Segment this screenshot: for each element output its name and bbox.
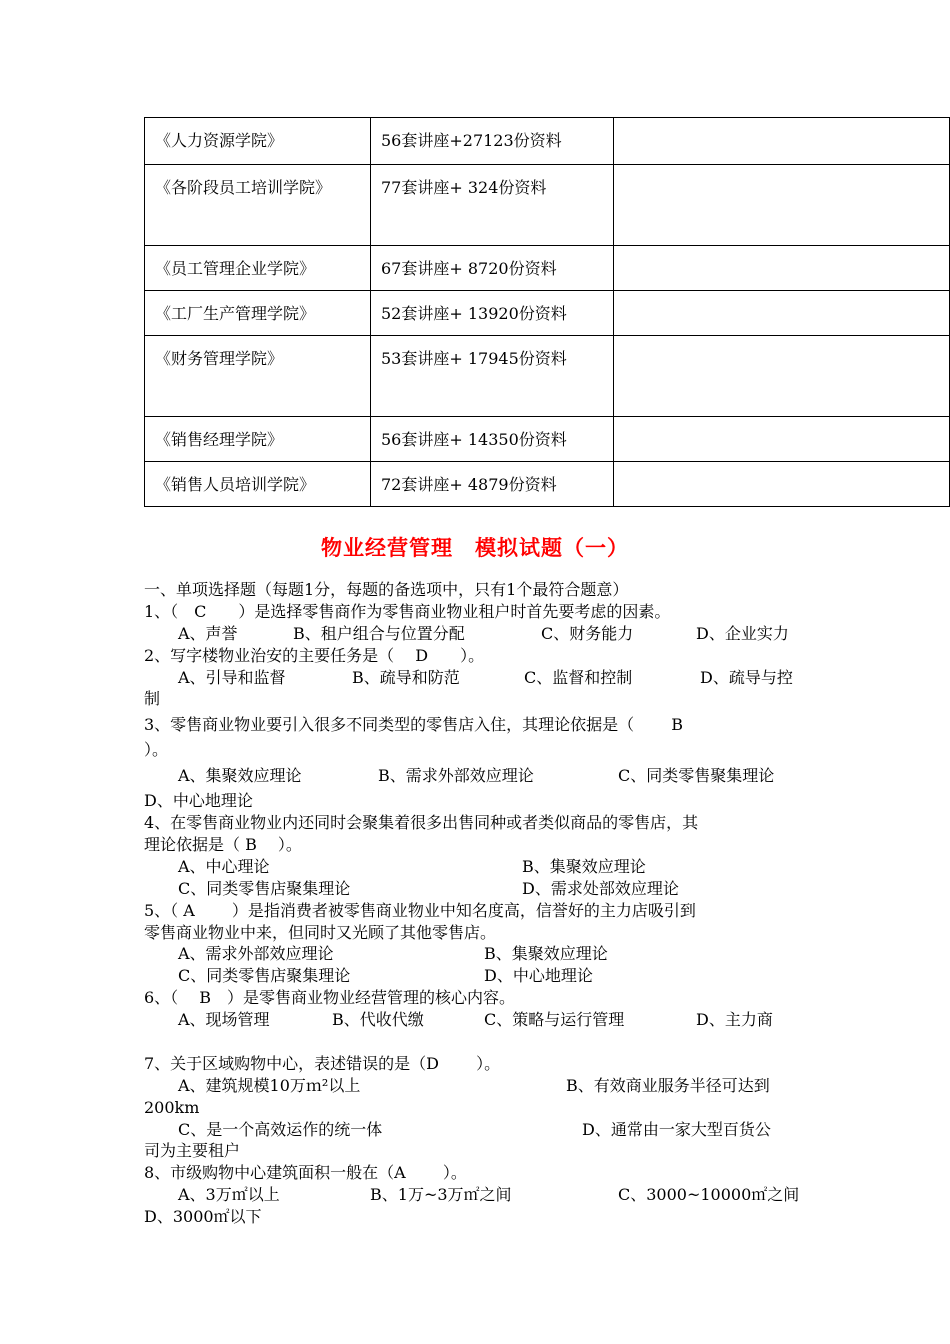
option-c: C、同类零售店聚集理论 — [178, 878, 351, 898]
table-cell: 52套讲座+ 13920份资料 — [371, 291, 614, 336]
page-title: 物业经营管理 模拟试题（一） — [321, 536, 629, 560]
option-c: C、3000~10000㎡之间 — [618, 1185, 800, 1205]
table-row — [145, 336, 950, 417]
option-d-line: D、3000㎡以下 — [144, 1207, 262, 1227]
option-b: B、代收代缴 — [332, 1010, 424, 1030]
question-options — [144, 965, 808, 987]
option-c: C、监督和控制 — [524, 667, 633, 687]
table-row — [145, 462, 950, 507]
table-row — [145, 417, 950, 462]
option-a: A、现场管理 — [178, 1010, 270, 1030]
question-stem: 3、零售商业物业要引入很多不同类型的零售店入住，其理论依据是（ B — [144, 715, 684, 735]
option-b: B、需求外部效应理论 — [378, 766, 534, 786]
table-cell — [614, 165, 950, 246]
table-cell: 《财务管理学院》 — [145, 336, 371, 417]
option-a: A、声誉 — [178, 623, 238, 643]
table-cell: 《销售人员培训学院》 — [145, 462, 371, 507]
table-row — [145, 291, 950, 336]
question-stem: 8、市级购物中心建筑面积一般在（A ）。 — [144, 1163, 467, 1183]
spacer — [144, 1031, 808, 1053]
option-d: D、主力商 — [696, 1010, 773, 1030]
question-stem: 4、在零售商业物业内还同时会聚集着很多出售同种或者类似商品的零售店，其 — [144, 813, 699, 833]
question-options — [144, 943, 808, 965]
table-cell: 《人力资源学院》 — [145, 118, 371, 165]
table-cell — [614, 417, 950, 462]
option-b: B、集聚效应理论 — [484, 944, 608, 964]
table-row — [145, 246, 950, 291]
course-table — [144, 117, 950, 507]
option-c: C、同类零售聚集理论 — [618, 766, 775, 786]
table-cell: 56套讲座+ 14350份资料 — [371, 417, 614, 462]
option-c: C、同类零售店聚集理论 — [178, 966, 351, 986]
option-a: A、集聚效应理论 — [178, 766, 302, 786]
option-d: D、疏导与控 — [700, 667, 793, 687]
option-continuation: 司为主要租户 — [144, 1141, 241, 1161]
question-options — [144, 761, 808, 790]
table-cell — [614, 462, 950, 507]
option-c: C、财务能力 — [541, 623, 634, 643]
question-stem-continuation: 零售商业物业中来，但同时又光顾了其他零售店。 — [144, 922, 497, 942]
question-stem-continuation: 理论依据是（ B ）。 — [144, 835, 302, 855]
question-options — [144, 856, 808, 878]
table-row — [145, 118, 950, 165]
option-a: A、3万㎡以上 — [178, 1185, 280, 1205]
option-continuation: 制 — [144, 689, 161, 709]
option-b: B、集聚效应理论 — [522, 856, 646, 876]
option-a: A、建筑规模10万ｍ²以上 — [178, 1075, 361, 1095]
option-d: D、中心地理论 — [484, 966, 593, 986]
table-row — [145, 165, 950, 246]
option-d-line: D、中心地理论 — [144, 791, 253, 811]
table-cell: 77套讲座+ 324份资料 — [371, 165, 614, 246]
question-options — [144, 878, 808, 900]
question-options — [144, 1075, 808, 1097]
question-options — [144, 1184, 808, 1206]
option-a: A、需求外部效应理论 — [178, 944, 334, 964]
table-cell — [614, 291, 950, 336]
option-c: C、是一个高效运作的统一体 — [178, 1119, 383, 1139]
question-stem-continuation: ）。 — [144, 740, 169, 760]
option-continuation: 200km — [144, 1097, 200, 1117]
question-stem: 5、（ A ）是指消费者被零售商业物业中知名度高，信誉好的主力店吸引到 — [144, 900, 696, 920]
question-options — [144, 623, 808, 645]
table-cell: 《员工管理企业学院》 — [145, 246, 371, 291]
table-cell: 56套讲座+27123份资料 — [371, 118, 614, 165]
option-a: A、中心理论 — [178, 856, 270, 876]
question-stem: 2、写字楼物业治安的主要任务是（ D ）。 — [144, 645, 485, 665]
table-cell: 《销售经理学院》 — [145, 417, 371, 462]
option-b: B、疏导和防范 — [352, 667, 460, 687]
table-cell — [614, 336, 950, 417]
option-b: B、1万~3万㎡之间 — [370, 1185, 512, 1205]
exam-questions — [144, 579, 808, 1228]
question-stem: 7、关于区域购物中心，表述错误的是（D ）。 — [144, 1053, 501, 1073]
option-a: A、引导和监督 — [178, 667, 286, 687]
table-cell — [614, 118, 950, 165]
question-options — [144, 1009, 808, 1031]
table-cell — [614, 246, 950, 291]
table-cell: 《工厂生产管理学院》 — [145, 291, 371, 336]
option-d: D、通常由一家大型百货公 — [582, 1119, 771, 1139]
option-d: D、需求处部效应理论 — [522, 878, 679, 898]
table-cell: 72套讲座+ 4879份资料 — [371, 462, 614, 507]
table-cell: 《各阶段员工培训学院》 — [145, 165, 371, 246]
option-b: B、有效商业服务半径可达到 — [566, 1075, 770, 1095]
option-c: C、策略与运行管理 — [484, 1010, 625, 1030]
option-d: D、企业实力 — [696, 623, 789, 643]
section-heading: 一、单项选择题（每题1分，每题的备选项中，只有1个最符合题意） — [144, 580, 629, 599]
question-options — [144, 1119, 808, 1141]
question-stem: 6、（ B ）是零售商业物业经营管理的核心内容。 — [144, 988, 516, 1008]
option-b: B、租户组合与位置分配 — [293, 623, 465, 643]
question-stem: 1、（ C ）是选择零售商作为零售商业物业租户时首先要考虑的因素。 — [144, 601, 671, 621]
table-cell: 67套讲座+ 8720份资料 — [371, 246, 614, 291]
question-options — [144, 667, 808, 689]
table-cell: 53套讲座+ 17945份资料 — [371, 336, 614, 417]
